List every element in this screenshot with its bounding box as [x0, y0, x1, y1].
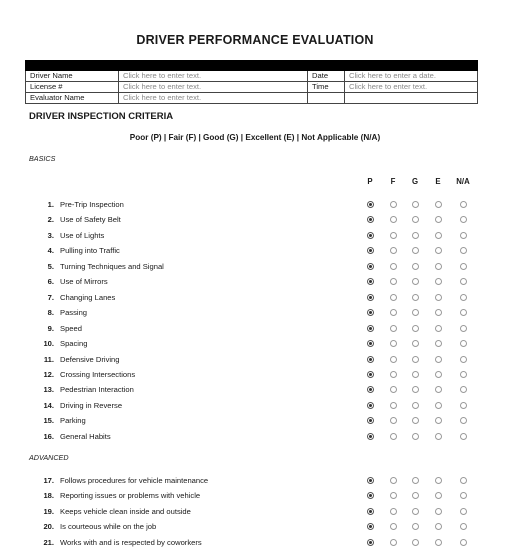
criteria-label: Pre-Trip Inspection — [60, 200, 124, 209]
column-header-e: E — [435, 177, 441, 186]
criteria-row — [0, 383, 510, 397]
criteria-row — [0, 414, 510, 428]
column-header-g: G — [411, 177, 419, 186]
rating-radio-e[interactable] — [435, 263, 442, 270]
column-header-f: F — [390, 177, 396, 186]
criteria-row — [0, 322, 510, 336]
rating-radio-f[interactable] — [390, 402, 397, 409]
rating-radio-f[interactable] — [390, 263, 397, 270]
rating-radio-e[interactable] — [435, 477, 442, 484]
rating-radio-na[interactable] — [460, 201, 467, 208]
rating-radio-p[interactable] — [367, 309, 374, 316]
rating-radio-e[interactable] — [435, 508, 442, 515]
rating-radio-f[interactable] — [390, 539, 397, 546]
rating-radio-p[interactable] — [367, 232, 374, 239]
rating-radio-p[interactable] — [367, 294, 374, 301]
rating-radio-f[interactable] — [390, 492, 397, 499]
rating-radio-g[interactable] — [412, 340, 419, 347]
rating-radio-g[interactable] — [412, 309, 419, 316]
license-field[interactable]: Click here to enter text. — [119, 82, 308, 93]
rating-radio-g[interactable] — [412, 278, 419, 285]
rating-radio-p[interactable] — [367, 492, 374, 499]
rating-radio-na[interactable] — [460, 309, 467, 316]
criteria-label: Spacing — [60, 339, 88, 349]
criteria-number: 8. — [47, 308, 54, 318]
rating-radio-na[interactable] — [460, 216, 467, 223]
rating-radio-na[interactable] — [460, 477, 467, 484]
criteria-row — [0, 337, 510, 351]
rating-radio-na[interactable] — [460, 263, 467, 270]
criteria-row — [0, 474, 510, 488]
criteria-number: 7. — [47, 292, 54, 302]
rating-radio-p[interactable] — [367, 433, 374, 440]
criteria-row — [0, 536, 510, 550]
rating-radio-f[interactable] — [390, 477, 397, 484]
column-header-p: P — [367, 177, 373, 186]
criteria-number: 12. — [43, 369, 54, 379]
rating-radio-f[interactable] — [390, 417, 397, 424]
rating-radio-f[interactable] — [390, 232, 397, 239]
criteria-label: Crossing Intersections — [60, 369, 136, 379]
rating-radio-g[interactable] — [412, 294, 419, 301]
rating-radio-f[interactable] — [390, 356, 397, 363]
group-label-basics: BASICS — [29, 154, 56, 163]
rating-legend: Poor (P) | Fair (F) | Good (G) | Excellent (E) | Not Applicable (N/A) — [129, 133, 381, 142]
rating-radio-na[interactable] — [460, 232, 467, 239]
criteria-label: Works with and is respected by coworkers — [60, 537, 202, 547]
criteria-label: Use of Mirrors — [60, 277, 108, 287]
rating-radio-na[interactable] — [460, 539, 467, 546]
criteria-label: Use of Safety Belt — [60, 215, 121, 225]
rating-radio-p[interactable] — [367, 263, 374, 270]
rating-radio-p[interactable] — [367, 216, 374, 223]
criteria-number: 10. — [43, 339, 54, 349]
license-label: License # — [26, 82, 119, 93]
rating-radio-e[interactable] — [435, 340, 442, 347]
rating-radio-e[interactable] — [435, 232, 442, 239]
criteria-row — [0, 275, 510, 289]
criteria-number: 2. — [47, 215, 54, 225]
rating-radio-p[interactable] — [367, 247, 374, 254]
criteria-row — [0, 229, 510, 243]
rating-radio-f[interactable] — [390, 371, 397, 378]
rating-radio-g[interactable] — [412, 201, 419, 208]
rating-radio-g[interactable] — [412, 539, 419, 546]
criteria-label: Pedestrian Interaction — [60, 385, 134, 395]
criteria-label: Turning Techniques and Signal — [60, 261, 164, 271]
criteria-number: 17. — [43, 476, 54, 485]
rating-radio-g[interactable] — [412, 402, 419, 409]
criteria-label: Reporting issues or problems with vehicle — [60, 491, 201, 501]
criteria-row — [0, 505, 510, 519]
rating-radio-g[interactable] — [412, 325, 419, 332]
rating-radio-p[interactable] — [367, 402, 374, 409]
rating-radio-e[interactable] — [435, 294, 442, 301]
criteria-label: General Habits — [60, 431, 111, 441]
criteria-number: 11. — [43, 354, 54, 364]
criteria-label: Passing — [60, 308, 88, 318]
rating-radio-f[interactable] — [390, 508, 397, 515]
rating-radio-na[interactable] — [460, 356, 467, 363]
rating-radio-na[interactable] — [460, 371, 467, 378]
section-heading: DRIVER INSPECTION CRITERIA — [29, 111, 174, 122]
header-bar — [26, 61, 478, 71]
rating-radio-p[interactable] — [367, 278, 374, 285]
rating-radio-na[interactable] — [460, 508, 467, 515]
rating-radio-f[interactable] — [390, 386, 397, 393]
driver-info-table — [25, 60, 478, 104]
criteria-number: 1. — [47, 200, 54, 209]
rating-radio-e[interactable] — [435, 433, 442, 440]
rating-radio-e[interactable] — [435, 325, 442, 332]
date-label: Date — [308, 71, 345, 82]
rating-radio-e[interactable] — [435, 216, 442, 223]
criteria-row — [0, 260, 510, 274]
rating-radio-e[interactable] — [435, 309, 442, 316]
criteria-row — [0, 430, 510, 444]
rating-radio-e[interactable] — [435, 386, 442, 393]
criteria-row — [0, 399, 510, 413]
criteria-number: 9. — [47, 323, 54, 333]
criteria-row — [0, 368, 510, 382]
criteria-number: 5. — [47, 261, 54, 271]
rating-radio-f[interactable] — [390, 340, 397, 347]
rating-radio-na[interactable] — [460, 247, 467, 254]
rating-radio-p[interactable] — [367, 386, 374, 393]
rating-radio-na[interactable] — [460, 523, 467, 530]
rating-radio-e[interactable] — [435, 417, 442, 424]
criteria-number: 6. — [47, 277, 54, 287]
evaluator-name-label: Evaluator Name — [26, 93, 119, 104]
criteria-row — [0, 489, 510, 503]
rating-radio-g[interactable] — [412, 492, 419, 499]
rating-radio-g[interactable] — [412, 523, 419, 530]
rating-radio-na[interactable] — [460, 294, 467, 301]
criteria-row — [0, 213, 510, 227]
rating-radio-g[interactable] — [412, 356, 419, 363]
criteria-row — [0, 520, 510, 534]
criteria-label: Parking — [60, 416, 86, 426]
rating-radio-e[interactable] — [435, 201, 442, 208]
rating-radio-p[interactable] — [367, 477, 374, 484]
criteria-row — [0, 198, 510, 212]
rating-radio-p[interactable] — [367, 523, 374, 530]
rating-radio-g[interactable] — [412, 417, 419, 424]
criteria-label: Pulling into Traffic — [60, 246, 120, 256]
column-header-na: N/A — [456, 177, 470, 186]
rating-radio-e[interactable] — [435, 523, 442, 530]
rating-radio-g[interactable] — [412, 247, 419, 254]
criteria-label: Driving in Reverse — [60, 400, 123, 410]
rating-radio-f[interactable] — [390, 294, 397, 301]
rating-radio-g[interactable] — [412, 263, 419, 270]
criteria-label: Changing Lanes — [60, 292, 116, 302]
criteria-row — [0, 353, 510, 367]
page-title: DRIVER PERFORMANCE EVALUATION — [136, 33, 374, 47]
criteria-row — [0, 244, 510, 258]
rating-radio-e[interactable] — [435, 278, 442, 285]
rating-radio-g[interactable] — [412, 386, 419, 393]
rating-radio-p[interactable] — [367, 417, 374, 424]
rating-radio-e[interactable] — [435, 539, 442, 546]
group-label-advanced: ADVANCED — [29, 453, 69, 462]
criteria-label: Keeps vehicle clean inside and outside — [60, 506, 191, 516]
rating-radio-na[interactable] — [460, 386, 467, 393]
criteria-row — [0, 306, 510, 320]
rating-radio-f[interactable] — [390, 433, 397, 440]
criteria-number: 19. — [43, 506, 54, 516]
criteria-label: Use of Lights — [60, 230, 105, 240]
rating-radio-na[interactable] — [460, 417, 467, 424]
evaluator-name-field[interactable]: Click here to enter text. — [119, 93, 308, 104]
criteria-number: 20. — [43, 522, 54, 532]
rating-radio-p[interactable] — [367, 201, 374, 208]
rating-radio-g[interactable] — [412, 216, 419, 223]
rating-radio-g[interactable] — [412, 477, 419, 484]
empty-cell — [345, 93, 478, 104]
time-label: Time — [308, 82, 345, 93]
rating-radio-na[interactable] — [460, 433, 467, 440]
rating-radio-g[interactable] — [412, 371, 419, 378]
time-field[interactable]: Click here to enter text. — [345, 82, 478, 93]
rating-radio-p[interactable] — [367, 356, 374, 363]
rating-radio-na[interactable] — [460, 340, 467, 347]
criteria-label: Defensive Driving — [60, 354, 120, 364]
rating-radio-f[interactable] — [390, 309, 397, 316]
rating-radio-na[interactable] — [460, 278, 467, 285]
criteria-number: 21. — [43, 537, 54, 547]
criteria-number: 14. — [43, 400, 54, 410]
criteria-number: 13. — [43, 385, 54, 395]
rating-radio-f[interactable] — [390, 201, 397, 208]
rating-radio-e[interactable] — [435, 492, 442, 499]
rating-radio-g[interactable] — [412, 232, 419, 239]
rating-radio-e[interactable] — [435, 356, 442, 363]
rating-radio-p[interactable] — [367, 508, 374, 515]
rating-radio-f[interactable] — [390, 523, 397, 530]
empty-cell — [308, 93, 345, 104]
rating-radio-na[interactable] — [460, 402, 467, 409]
rating-radio-f[interactable] — [390, 325, 397, 332]
criteria-label: Is courteous while on the job — [60, 522, 157, 532]
rating-radio-p[interactable] — [367, 539, 374, 546]
criteria-label: Speed — [60, 323, 82, 333]
rating-radio-p[interactable] — [367, 340, 374, 347]
criteria-number: 3. — [47, 230, 54, 240]
criteria-row — [0, 291, 510, 305]
rating-radio-f[interactable] — [390, 216, 397, 223]
rating-radio-na[interactable] — [460, 492, 467, 499]
rating-radio-g[interactable] — [412, 433, 419, 440]
rating-radio-g[interactable] — [412, 508, 419, 515]
rating-radio-f[interactable] — [390, 278, 397, 285]
criteria-number: 18. — [43, 491, 54, 501]
rating-radio-e[interactable] — [435, 371, 442, 378]
driver-name-field[interactable]: Click here to enter text. — [119, 71, 308, 82]
rating-radio-p[interactable] — [367, 371, 374, 378]
date-field[interactable]: Click here to enter a date. — [345, 71, 478, 82]
rating-radio-e[interactable] — [435, 247, 442, 254]
criteria-number: 15. — [43, 416, 54, 426]
driver-name-label: Driver Name — [26, 71, 119, 82]
rating-radio-p[interactable] — [367, 325, 374, 332]
rating-radio-e[interactable] — [435, 402, 442, 409]
criteria-number: 16. — [43, 431, 54, 441]
criteria-number: 4. — [47, 246, 54, 256]
criteria-label: Follows procedures for vehicle maintenance — [60, 476, 209, 485]
rating-radio-na[interactable] — [460, 325, 467, 332]
rating-radio-f[interactable] — [390, 247, 397, 254]
